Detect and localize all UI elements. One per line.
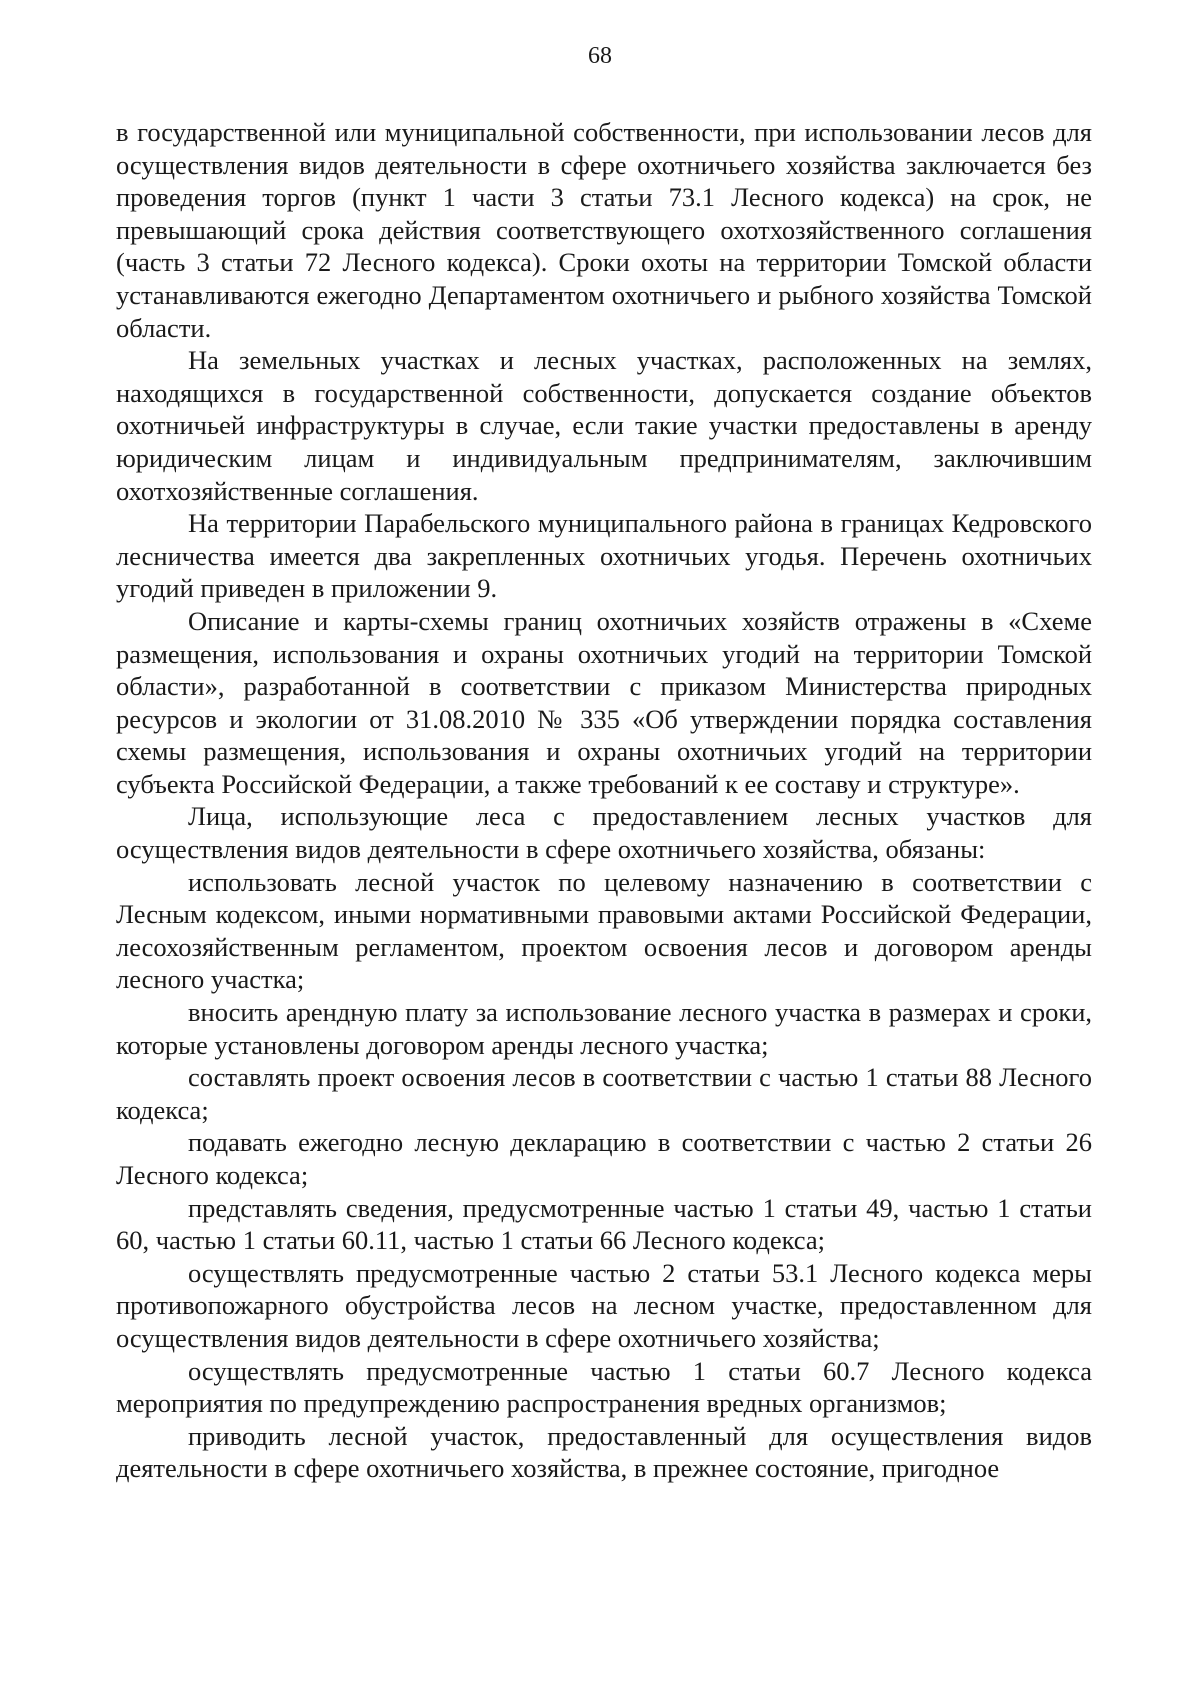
- obligation-item: представлять сведения, предусмотренные частью 1 статьи 49, частью 1 статьи 60, частью 1 статьи 60.11, частью 1 статьи 66 Лесного кодекса;: [116, 1192, 1092, 1256]
- obligation-item: подавать ежегодно лесную декларацию в соответствии с частью 2 статьи 26 Лесного кодекса;: [116, 1127, 1092, 1190]
- document-body: [116, 116, 1092, 1485]
- page-number: 68: [588, 43, 612, 69]
- obligation-item: приводить лесной участок, предоставленный для осуществления видов деятельности в сфере охотничьего хозяйства, в прежнее состояние, пригодное: [116, 1420, 1092, 1484]
- paragraph-continuation: в государственной или муниципальной собственности, при использовании лесов для осуществления видов деятельности в сфере охотничьего хозяйства заключается без проведения торгов (пункт 1 части 3 статьи 73.1 Лесного кодекса) на срок, не превышающий срока действия соответствующего охотхозяйственного соглашения (часть 3 статьи 72 Лесного кодекса). Сроки охоты на территории Томской области устанавливаются ежегодно Департаментом охотничьего и рыбного хозяйства Томской области.: [116, 117, 1092, 343]
- obligation-item: составлять проект освоения лесов в соответствии с частью 1 статьи 88 Лесного кодекса;: [116, 1062, 1092, 1125]
- obligation-item: осуществлять предусмотренные частью 2 статьи 53.1 Лесного кодекса меры противопожарного обустройства лесов на лесном участке, предоставленном для осуществления видов деятельности в сфере охотничьего хозяйства;: [116, 1257, 1092, 1353]
- paragraph-obligations-intro: Лица, использующие леса с предоставлением лесных участков для осуществления видов деятельности в сфере охотничьего хозяйства, обязаны:: [116, 801, 1092, 865]
- obligation-item: вносить арендную плату за использование лесного участка в размерах и сроки, которые установлены договором аренды лесного участка;: [116, 997, 1092, 1060]
- paragraph: Описание и карты-схемы границ охотничьих хозяйств отражены в «Схеме размещения, использования и охраны охотничьих угодий на территории Томской области», разработанной в соответствии с приказом Министерства природных ресурсов и экологии от 31.08.2010 № 335 «Об утверждении порядка составления схемы размещения, использования и охраны охотничьих угодий на территории субъекта Российской Федерации, а также требований к ее составу и структуре».: [116, 605, 1092, 799]
- paragraph: На земельных участках и лесных участках, расположенных на землях, находящихся в государственной собственности, допускается создание объектов охотничьей инфраструктуры в случае, если такие участки предоставлены в аренду юридическим лицам и индивидуальным предпринимателям, заключившим охотхозяйственные соглашения.: [116, 345, 1092, 506]
- paragraph: На территории Парабельского муниципального района в границах Кедровского лесничества имеется два закрепленных охотничьих угодья. Перечень охотничьих угодий приведен в приложении 9.: [116, 508, 1092, 604]
- obligation-item: осуществлять предусмотренные частью 1 статьи 60.7 Лесного кодекса мероприятия по предупреждению распространения вредных организмов;: [116, 1355, 1092, 1419]
- obligation-item: использовать лесной участок по целевому назначению в соответствии с Лесным кодексом, иными нормативными правовыми актами Российской Федерации, лесохозяйственным регламентом, проектом освоения лесов и договором аренды лесного участка;: [116, 866, 1092, 995]
